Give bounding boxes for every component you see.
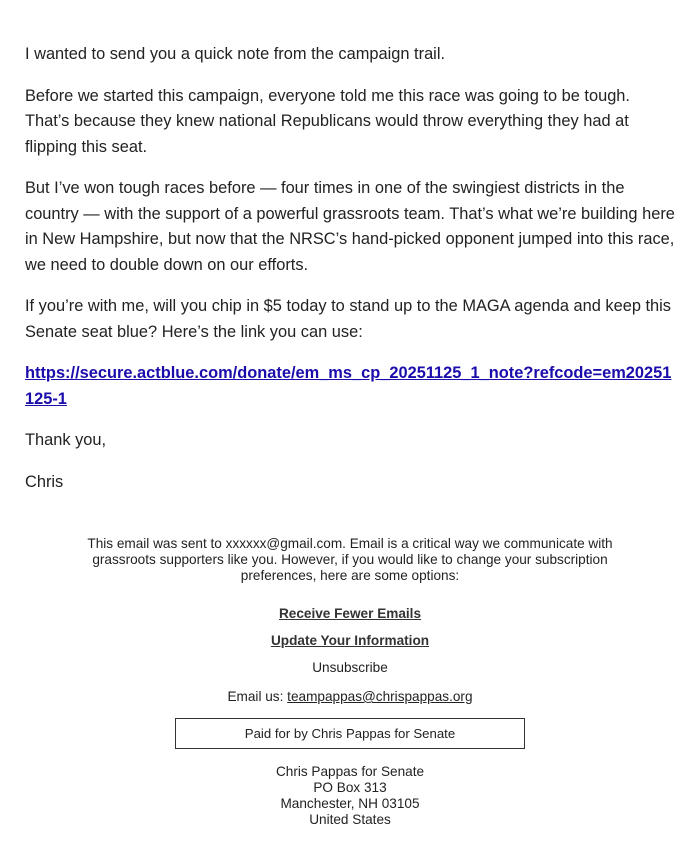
address-line-3: Manchester, NH 03105 — [280, 796, 420, 811]
paid-for-disclaimer: Paid for by Chris Pappas for Senate — [175, 718, 525, 749]
paragraph-tough-race: Before we started this campaign, everyone told me this race was going to be tough. That’s because they knew national Republicans would throw everything they had at flipping this seat. — [25, 86, 630, 156]
unsubscribe-link[interactable]: Unsubscribe — [312, 660, 388, 675]
update-information-link[interactable]: Update Your Information — [270, 633, 430, 648]
donate-link[interactable]: https://secure.actblue.com/donate/em_ms_cp_20251125_1_note?refcode=em20251125-1 — [25, 364, 672, 408]
paragraph-grassroots: But I’ve won tough races before — four times in one of the swingiest districts in the country — with the support of a powerful grassroots team. That’s what we’re building here in New Hampshire, but now that the NRSC’s hand-picked opponent jumped into this race, we need to double down on our efforts. — [25, 179, 675, 274]
email-footer — [0, 536, 700, 828]
receive-fewer-emails-link[interactable]: Receive Fewer Emails — [278, 606, 422, 621]
paragraph-intro: I wanted to send you a quick note from the campaign trail. — [25, 45, 446, 63]
paragraph-ask: If you’re with me, will you chip in $5 today to stand up to the MAGA agenda and keep this Senate seat blue? Here’s the link you can use: — [25, 297, 671, 341]
address-line-2: PO Box 313 — [313, 780, 387, 795]
address-line-1: Chris Pappas for Senate — [275, 764, 425, 779]
mailing-address — [0, 764, 700, 828]
contact-email-link[interactable]: teampappas@chrispappas.org — [287, 689, 473, 704]
address-line-4: United States — [309, 812, 391, 827]
email-us-line — [0, 689, 700, 705]
donate-link-paragraph — [25, 361, 675, 412]
closing-text: Thank you, — [25, 431, 107, 449]
email-body — [25, 42, 675, 511]
subscription-notice: This email was sent to xxxxxx@gmail.com. Email is a critical way we communicate with grassroots supporters like you. However, if you would like to change your subscription preferences, here are some options: — [87, 536, 613, 583]
signature: Chris — [25, 472, 64, 491]
email-us-label: Email us: — [227, 689, 288, 704]
